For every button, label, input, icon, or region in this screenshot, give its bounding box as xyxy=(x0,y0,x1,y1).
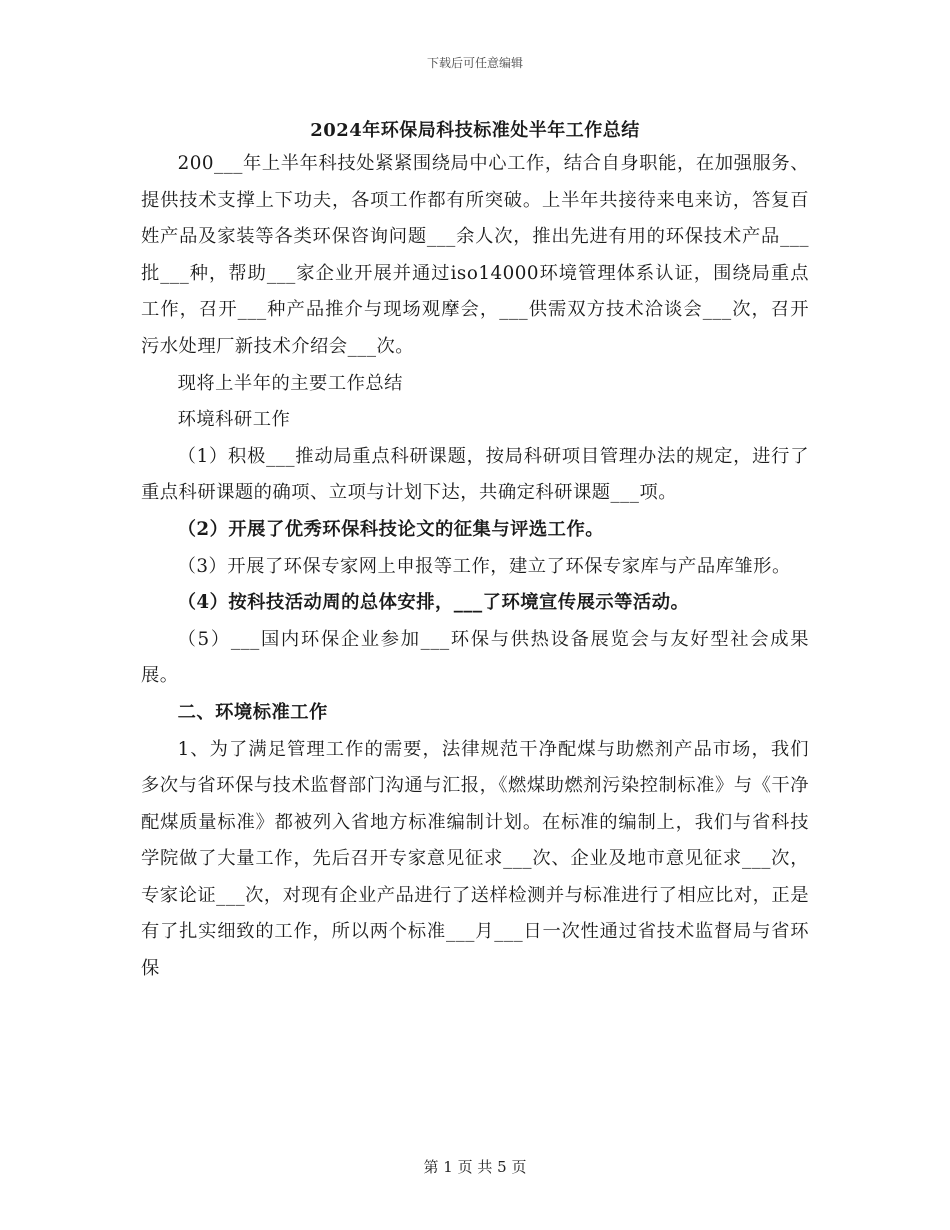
paragraph-summary-lead: 现将上半年的主要工作总结 xyxy=(177,372,403,394)
paragraph-intro: 200___年上半年科技处紧紧围绕局中心工作，结合自身职能，在加强服务、提供技术支撑上下功夫，各项工作都有所突破。上半年共接待来电来访，答复百姓产品及家装等各类环保咨询问题___余人次，推出先进有用的环保技术产品___批___种，帮助___家企业开展并通过iso14000环境管理体系认证，围绕局重点工作，召开___种产品推介与现场观摩会，___供需双方技术洽谈会___次，召开污水处理厂新技术介绍会___次。 xyxy=(141,153,809,357)
paragraph-standards-1: 1、为了满足管理工作的需要，法律规范干净配煤与助燃剂产品市场，我们多次与省环保与技术监督部门沟通与汇报，《燃煤助燃剂污染控制标准》与《干净配煤质量标准》都被列入省地方标准编制计划。在标准的编制上，我们与省科技学院做了大量工作，先后召开专家意见征求___次、企业及地市意见征求___次，专家论证___次，对现有企业产品进行了送样检测并与标准进行了相应比对，正是有了扎实细致的工作，所以两个标准___月___日一次性通过省技术监督局与省环保 xyxy=(141,738,809,980)
page-number: 第 1 页 共 5 页 xyxy=(423,1158,527,1176)
list-item-research-4: （4）按科技活动周的总体安排，___了环境宣传展示等活动。 xyxy=(177,592,690,614)
list-item-research-3: （3）开展了环保专家网上申报等工作，建立了环保专家库与产品库雏形。 xyxy=(177,555,791,577)
document-body xyxy=(141,146,809,988)
list-item-research-5: （5）___国内环保企业参加___环保与供热设备展览会与友好型社会成果展。 xyxy=(141,628,809,687)
document-title: 2024年环保局科技标准处半年工作总结 xyxy=(310,120,640,141)
section-heading-research: 环境科研工作 xyxy=(177,409,291,431)
section-heading-standards: 二、环境标准工作 xyxy=(177,701,328,723)
page-header-note: 下载后可任意编辑 xyxy=(426,56,523,70)
list-item-research-2: （2）开展了优秀环保科技论文的征集与评选工作。 xyxy=(177,518,605,540)
list-item-research-1: （1）积极___推动局重点科研课题，按局科研项目管理办法的规定，进行了重点科研课题的确项、立项与计划下达，共确定科研课题___项。 xyxy=(141,445,809,504)
